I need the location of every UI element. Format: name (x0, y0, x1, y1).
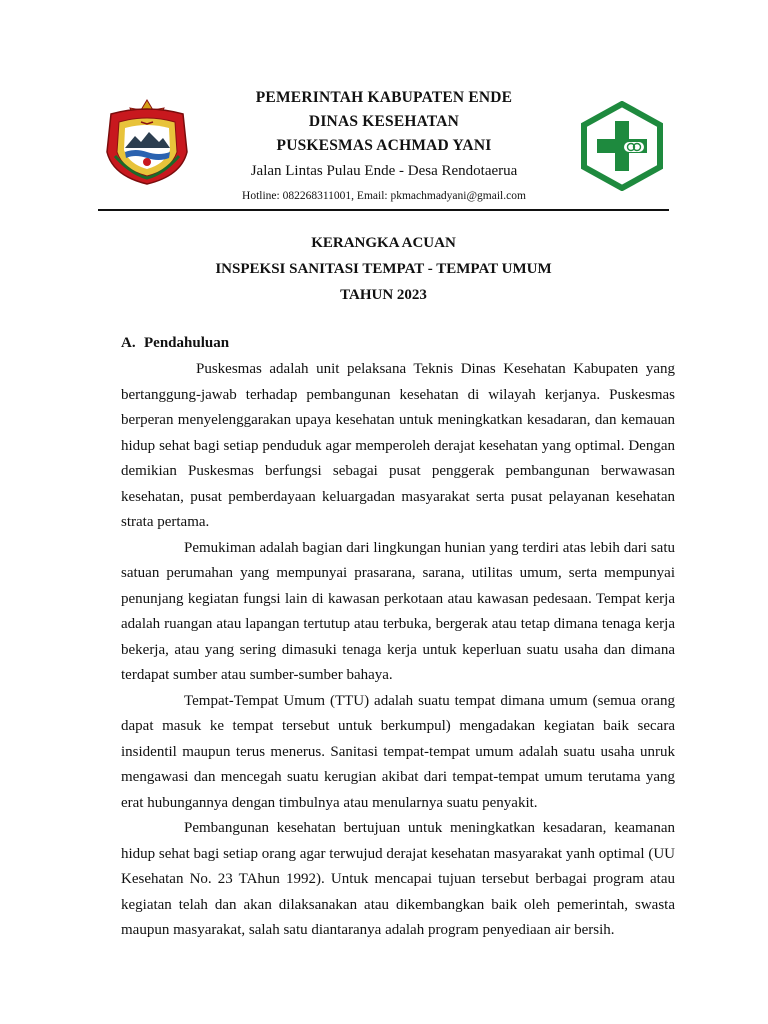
paragraph: Puskesmas adalah unit pelaksana Teknis Dinas Kesehatan Kabupaten yang bertanggung-jawab terhadap pembangunan kesehatan di wilayah kerjanya. Puskesmas berperan menyelenggarakan upaya kesehatan untuk meningkatkan kesadaran, dan kemauan hidup sehat bagi setiap penduduk agar memperoleh derajat kesehatan yang optimal. Dengan demikian Puskesmas berfungsi sebagai pusat penggerak pembangunan berwawasan kesehatan, pusat pemberdayaan keluargadan masyarakat serta pusat pelayanan kesehatan strata pertama. (121, 361, 675, 530)
puskesmas-green-cross-icon (580, 101, 664, 191)
address: Jalan Lintas Pulau Ende - Desa Rendotaerua (250, 163, 518, 179)
title-line-3: TAHUN 2023 (340, 287, 427, 303)
letterhead-divider (98, 209, 669, 211)
letterhead (200, 86, 568, 206)
department-name: DINAS KESEHATAN (308, 113, 460, 130)
government-name: PEMERINTAH KABUPATEN ENDE (255, 89, 513, 106)
paragraph: Pembangunan kesehatan bertujuan untuk meningkatkan kesadaran, keamanan hidup sehat bagi setiap orang agar terwujud derajat kesehatan masyarakat yanh optimal (UU Kesehatan No. 23 TAhun 1992). Untuk mencapai tujuan tersebut berbagai program atau kegiatan telah dan akan dilaksanakan atau dikembangkan baik oleh pemerintah, swasta maupun masyarakat, salah satu diantaranya adalah program penyediaan air bersih. (121, 820, 675, 938)
section-title: Pendahuluan (144, 335, 230, 351)
regency-coat-of-arms-icon (101, 96, 193, 188)
paragraph: Pemukiman adalah bagian dari lingkungan hunian yang terdiri atas lebih dari satu satuan perumahan yang mempunyai prasarana, sarana, utilitas umum, serta mempunyai penunjang kegiatan fungsi lain di kawasan perkotaan atau kawasan pedesaan. Tempat kerja adalah ruangan atau lapangan tertutup atau terbuka, bergerak atau tetap dimana tenaga kerja bekerja, atau yang sering dimasuki tenaga kerja untuk keperluan suatu usaha dan dimana terdapat sumber atau sumber-sumber bahaya. (121, 539, 675, 683)
contact-info: Hotline: 082268311001, Email: pkmachmadyani@gmail.com (242, 190, 526, 202)
section-body (121, 357, 675, 944)
title-line-1: KERANGKA ACUAN (311, 235, 456, 251)
puskesmas-name: PUSKESMAS ACHMAD YANI (276, 137, 492, 154)
section-heading (121, 332, 229, 354)
paragraph: Tempat-Tempat Umum (TTU) adalah suatu tempat dimana umum (semua orang dapat masuk ke tempat tersebut untuk berkumpul) mengadakan kegiatan baik secara insidentil maupun terus menerus. Sanitasi tempat-tempat umum adalah suatu usaha unruk mengawasi dan mencegah suatu kerugian akibat dari tempat-tempat umum terutama yang erat hubungannya dengan timbulnya atau menularnya suatu penyakit. (121, 692, 675, 811)
section-number: A. (121, 335, 136, 351)
title-line-2: INSPEKSI SANITASI TEMPAT - TEMPAT UMUM (215, 261, 552, 277)
document-title (98, 230, 669, 308)
